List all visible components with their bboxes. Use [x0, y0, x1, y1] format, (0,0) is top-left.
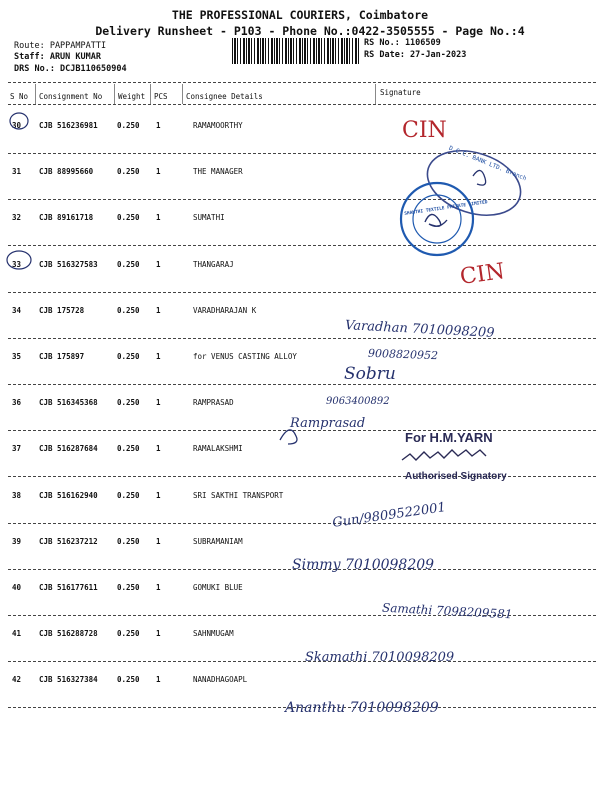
row-weight: 0.250 — [117, 352, 140, 361]
col-weight: Weight — [118, 92, 146, 101]
authorised-signatory: Authorised Signatory — [405, 471, 507, 482]
signature-sri-sakthi: Gun/9809522001 — [331, 500, 447, 531]
row-consignee: SAHNMUGAM — [193, 629, 234, 639]
row-consignee: VARADHARAJAN K — [193, 305, 257, 315]
row-weight: 0.250 — [117, 213, 140, 223]
row-consignee: NANADHAGOAPL — [193, 675, 248, 685]
col-consignment: Consignment No — [39, 92, 103, 101]
row-pcs: 1 — [156, 490, 161, 500]
row-consignment-no: CJB 516327583 — [39, 259, 98, 269]
row-consignment-no: CJB 516288728 — [39, 629, 98, 639]
row-weight: 0.250 — [117, 167, 140, 177]
row-weight: 0.250 — [117, 398, 140, 408]
row-circle-mark — [7, 251, 31, 269]
row-weight: 0.250 — [117, 121, 140, 130]
bank-stamp-text: D.C.C. BANK LTD. Branch — [447, 144, 528, 183]
signature-nanadhagopal: Skamathi 7010098209 — [305, 650, 455, 665]
row-sno: 33 — [12, 259, 22, 269]
row-sno: 37 — [12, 444, 22, 454]
row-sno: 40 — [12, 583, 22, 592]
row-consignee: RAMPRASAD — [193, 398, 234, 408]
row-consignee: RAMALAKSHMI — [193, 444, 243, 454]
signature-venus: Sobru — [344, 364, 396, 384]
row-weight: 0.250 — [117, 259, 140, 269]
rs-date: RS Date: 27-Jan-2023 — [364, 50, 467, 60]
row-sno: 32 — [12, 213, 22, 223]
row-consignment-no: CJB 516287684 — [39, 444, 98, 454]
row-consignee: SUBRAMANIAM — [193, 536, 243, 546]
cin-mark: CIN — [402, 118, 447, 143]
hm-yarn-stamp: For H.M.YARN — [405, 430, 493, 445]
row-consignee: RAMAMOORTHY — [193, 121, 243, 130]
row-sno: 39 — [12, 536, 22, 546]
row-consignment-no: CJB 516327384 — [39, 675, 98, 685]
row-sno: 36 — [12, 398, 22, 408]
signature-sahnmugam: Samathi 7098209581 — [381, 600, 513, 622]
row-weight: 0.250 — [117, 305, 140, 315]
row-pcs: 1 — [156, 121, 161, 130]
signature-phone: 9008820952 — [367, 346, 439, 363]
runsheet-title: Delivery Runsheet - P103 - Phone No.:0422-3505555 - Page No.:4 — [95, 24, 525, 38]
signature-phone: 9063400892 — [326, 396, 390, 407]
row-pcs: 1 — [156, 352, 161, 361]
signature-nanadhagopal: Ananthu 7010098209 — [285, 700, 439, 716]
route-label: Route: PAPPAMPATTI — [14, 41, 107, 51]
row-consignment-no: CJB 516237212 — [39, 536, 98, 546]
col-pcs: PCS — [154, 92, 168, 101]
company-title: THE PROFESSIONAL COURIERS, Coimbatore — [171, 8, 429, 22]
row-sno: 31 — [12, 167, 22, 177]
company-stamp-text: SHANTHI TEXTILE PRIVATE LIMITED — [404, 200, 488, 217]
col-consignee: Consignee Details — [186, 92, 263, 101]
row-weight: 0.250 — [117, 675, 140, 685]
company-stamp-inner — [413, 195, 461, 243]
row-consignee: THE MANAGER — [193, 167, 243, 177]
row-pcs: 1 — [156, 444, 161, 454]
cin-mark: CIN — [458, 259, 507, 290]
signature-subramaniam: Simmy 7010098209 — [292, 557, 435, 573]
row-consignment-no: CJB 175728 — [39, 305, 85, 315]
row-sno: 41 — [12, 629, 22, 639]
row-consignment-no: CJB 88995660 — [39, 167, 94, 177]
row-pcs: 1 — [156, 398, 161, 408]
row-consignee: SUMATHI — [193, 213, 225, 223]
row-sno: 35 — [12, 352, 22, 361]
row-sno: 34 — [12, 305, 22, 315]
row-pcs: 1 — [156, 167, 161, 177]
col-sno: S No — [10, 92, 29, 101]
row-weight: 0.250 — [117, 536, 140, 546]
row-consignee: for VENUS CASTING ALLOY — [193, 352, 297, 361]
row-consignment-no: CJB 516345368 — [39, 398, 98, 408]
row-weight: 0.250 — [117, 444, 140, 454]
row-consignee: GOMUKI BLUE — [193, 583, 243, 592]
row-pcs: 1 — [156, 259, 161, 269]
row-weight: 0.250 — [117, 490, 140, 500]
signature-varadharajan: Varadhan 7010098209 — [344, 318, 495, 341]
row-sno: 38 — [12, 490, 22, 500]
signature-scribble — [280, 430, 297, 444]
row-pcs: 1 — [156, 536, 161, 546]
hm-yarn-signature — [402, 450, 486, 460]
row-consignment-no: CJB 516236981 — [39, 121, 98, 130]
row-sno: 42 — [12, 675, 22, 685]
row-pcs: 1 — [156, 213, 161, 223]
row-pcs: 1 — [156, 583, 161, 592]
rs-number: RS No.: 1106509 — [364, 38, 441, 48]
row-pcs: 1 — [156, 629, 161, 639]
row-consignment-no: CJB 175897 — [39, 352, 85, 361]
signature-scribble — [425, 214, 447, 226]
row-consignee: THANGARAJ — [193, 259, 234, 269]
row-weight: 0.250 — [117, 629, 140, 639]
row-weight: 0.250 — [117, 583, 140, 592]
row-consignee: SRI SAKTHI TRANSPORT — [193, 490, 284, 500]
row-sno: 30 — [12, 121, 22, 130]
row-consignment-no: CJB 89161718 — [39, 213, 94, 223]
signature-scribble — [473, 170, 486, 185]
row-pcs: 1 — [156, 675, 161, 685]
staff-label: Staff: ARUN KUMAR — [14, 52, 101, 62]
row-consignment-no: CJB 516162940 — [39, 490, 98, 500]
row-pcs: 1 — [156, 305, 161, 315]
drs-number: DRS No.: DCJB110650904 — [14, 64, 127, 74]
col-signature: Signature — [380, 88, 421, 97]
row-circle-mark — [10, 113, 28, 129]
row-consignment-no: CJB 516177611 — [39, 583, 98, 592]
signature-ramprasad: Ramprasad — [290, 416, 366, 431]
